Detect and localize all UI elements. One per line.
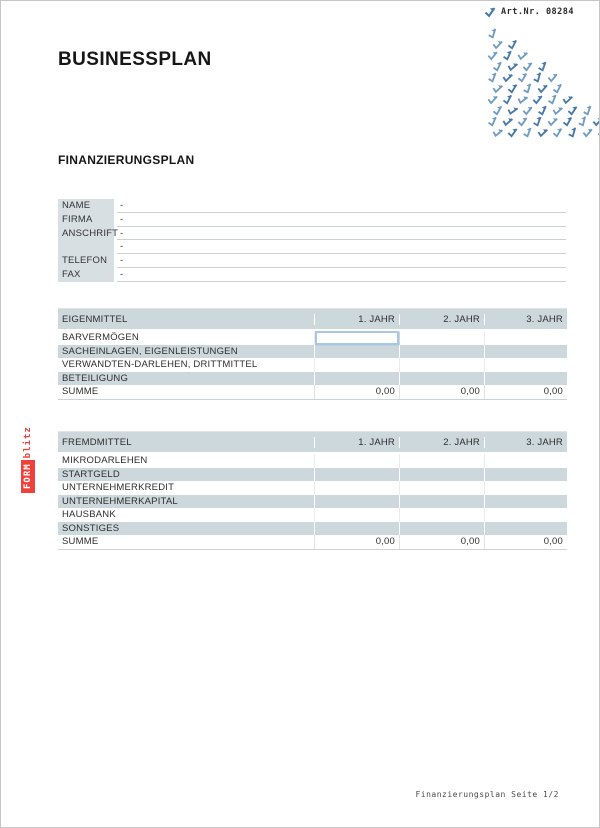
blitz-check-icon (581, 104, 595, 118)
fremdmittel-title: FREMDMITTEL (62, 436, 132, 448)
blitz-check-icon (491, 104, 503, 116)
blitz-check-icon (507, 83, 519, 95)
section-title: FINANZIERUNGSPLAN (58, 153, 195, 167)
blitz-check-icon (536, 60, 549, 73)
sonstiges-jahr2-cell[interactable] (399, 522, 484, 536)
verwandten-jahr2-cell[interactable] (399, 358, 484, 372)
eigenmittel-table (58, 308, 567, 400)
blitz-check-icon (501, 71, 514, 84)
row-label: BARVERMÖGEN (62, 332, 139, 344)
blitz-check-icon (516, 93, 530, 107)
row-label: MIKRODARLEHEN (62, 455, 148, 467)
blitz-check-icon (521, 82, 535, 96)
blitz-check-icon (561, 93, 574, 106)
unternehmerkapital-jahr2-cell[interactable] (399, 495, 484, 509)
field-label-telefon: TELEFON (58, 254, 114, 268)
page-title: BUSINESSPLAN (58, 49, 212, 70)
barvermoegen-jahr1-input[interactable] (315, 331, 399, 345)
table-row-verwandtendarlehen (58, 358, 567, 372)
field-label-empty (58, 240, 114, 254)
blitz-check-icon (536, 82, 548, 94)
row-label: SACHEINLAGEN, EIGENLEISTUNGEN (62, 345, 238, 357)
sacheinlagen-jahr2-cell[interactable] (399, 345, 484, 359)
unternehmerkapital-jahr1-cell[interactable] (314, 495, 399, 509)
table-row-startgeld (58, 468, 567, 482)
table-row-sonstiges (58, 522, 567, 536)
table-row-unternehmerkapital (58, 495, 567, 509)
blitz-check-icon (551, 82, 563, 94)
blitz-check-icon (517, 72, 529, 84)
blitz-check-icon (592, 116, 600, 128)
summe-label: SUMME (62, 536, 99, 548)
blitz-check-icon (507, 127, 518, 138)
blitz-check-icon (486, 115, 499, 128)
page-footer: Finanzierungsplan Seite 1/2 (415, 790, 559, 799)
beteiligung-jahr1-cell[interactable] (314, 372, 399, 386)
blitz-check-icon (566, 126, 580, 140)
blitz-check-icon (536, 126, 549, 139)
anschrift2-field[interactable]: - (117, 240, 566, 254)
row-label: UNTERNEHMERKAPITAL (62, 495, 178, 507)
verwandten-jahr1-cell[interactable] (314, 358, 399, 372)
blitz-check-icon (501, 115, 514, 128)
startgeld-jahr3-cell[interactable] (484, 468, 567, 482)
blitz-check-icon (486, 93, 498, 105)
eigenmittel-title: EIGENMITTEL (62, 313, 128, 325)
hausbank-jahr2-cell[interactable] (399, 508, 484, 522)
unternehmerkredit-jahr1-cell[interactable] (314, 481, 399, 495)
blitz-check-icon (531, 115, 544, 128)
col-header-jahr2: 2. JAHR (399, 437, 484, 448)
contact-form (58, 199, 566, 282)
formblitz-logo-blitz: blitz (23, 426, 33, 459)
blitz-check-icon (491, 60, 504, 73)
unternehmerkredit-jahr2-cell[interactable] (399, 481, 484, 495)
firma-field[interactable]: - (117, 213, 566, 227)
fremdmittel-header-row (58, 432, 567, 454)
blitz-check-icon (536, 104, 549, 117)
startgeld-jahr2-cell[interactable] (399, 468, 484, 482)
form-row-name (58, 199, 566, 213)
blitz-check-icon (517, 116, 528, 127)
article-number (484, 6, 574, 18)
mikrodarlehen-jahr3-cell[interactable] (484, 454, 567, 468)
blitz-check-icon (501, 93, 513, 105)
fremdmittel-summe-jahr1: 0,00 (314, 535, 399, 549)
blitz-check-icon (546, 93, 559, 106)
barvermoegen-jahr1-cell[interactable] (314, 331, 399, 345)
anschrift-field[interactable]: - (117, 227, 566, 241)
blitz-check-icon (487, 50, 499, 62)
blitz-check-icon (486, 71, 499, 84)
field-label-firma: FIRMA (58, 213, 114, 227)
barvermoegen-jahr3-cell[interactable] (484, 331, 567, 345)
blitz-check-icon (522, 61, 533, 72)
blitz-check-icon (491, 38, 503, 50)
blitz-check-icon (521, 126, 534, 139)
sonstiges-jahr3-cell[interactable] (484, 522, 567, 536)
sacheinlagen-jahr1-cell[interactable] (314, 345, 399, 359)
form-row-anschrift2 (58, 240, 566, 254)
telefon-field[interactable]: - (117, 254, 566, 268)
blitz-check-icon (581, 126, 593, 138)
fremdmittel-summe-jahr2: 0,00 (399, 535, 484, 549)
blitz-check-icon (516, 49, 529, 62)
formblitz-logo-form: FORM (21, 460, 35, 493)
blitz-check-icon (575, 114, 589, 128)
blitz-check-icon (567, 105, 578, 116)
eigenmittel-summe-row (58, 385, 567, 399)
form-row-telefon (58, 254, 566, 268)
blitz-check-icon (546, 71, 558, 83)
table-row-mikrodarlehen (58, 454, 567, 468)
blitz-check-icon (506, 104, 520, 118)
row-label: HAUSBANK (62, 509, 116, 521)
col-header-jahr1: 1. JAHR (314, 314, 399, 325)
blitz-check-icon (551, 104, 564, 117)
row-label: VERWANDTEN-DARLEHEN, DRITTMITTEL (62, 359, 258, 371)
table-row-sacheinlagen (58, 345, 567, 359)
row-label: SONSTIGES (62, 522, 120, 534)
eigenmittel-header-row (58, 309, 567, 331)
row-label: BETEILIGUNG (62, 372, 129, 384)
eigenmittel-summe-jahr3: 0,00 (484, 385, 567, 399)
unternehmerkapital-jahr3-cell[interactable] (484, 495, 567, 509)
corner-glyph-pattern (1, 1, 600, 151)
startgeld-jahr1-cell[interactable] (314, 468, 399, 482)
blitz-check-icon (506, 38, 518, 50)
eigenmittel-summe-jahr1: 0,00 (314, 385, 399, 399)
blitz-check-icon (491, 82, 504, 95)
formblitz-logo (21, 405, 35, 493)
row-label: UNTERNEHMERKREDIT (62, 482, 175, 494)
col-header-jahr1: 1. JAHR (314, 437, 399, 448)
fax-field[interactable]: - (117, 268, 566, 282)
fremdmittel-summe-row (58, 535, 567, 549)
summe-label: SUMME (62, 386, 99, 398)
col-header-jahr2: 2. JAHR (399, 314, 484, 325)
form-row-firma (58, 213, 566, 227)
blitz-check-icon (522, 105, 534, 117)
form-row-anschrift (58, 227, 566, 241)
col-header-jahr3: 3. JAHR (484, 314, 567, 325)
table-row-hausbank (58, 508, 567, 522)
blitz-check-icon (501, 49, 514, 62)
article-number-text: Art.Nr. 08284 (501, 7, 575, 17)
fremdmittel-summe-jahr3: 0,00 (484, 535, 567, 549)
mikrodarlehen-jahr2-cell[interactable] (399, 454, 484, 468)
table-row-beteiligung (58, 372, 567, 386)
fremdmittel-table (58, 431, 567, 550)
field-label-name: NAME (58, 199, 114, 213)
mikrodarlehen-jahr1-cell[interactable] (314, 454, 399, 468)
beteiligung-jahr3-cell[interactable] (484, 372, 567, 386)
table-row-unternehmerkredit (58, 481, 567, 495)
unternehmerkredit-jahr3-cell[interactable] (484, 481, 567, 495)
blitz-check-icon (484, 6, 496, 18)
hausbank-jahr3-cell[interactable] (484, 508, 567, 522)
blitz-check-icon (532, 94, 544, 106)
name-field[interactable]: - (117, 199, 566, 213)
col-header-jahr3: 3. JAHR (484, 437, 567, 448)
verwandten-jahr3-cell[interactable] (484, 358, 567, 372)
blitz-check-icon (546, 115, 559, 128)
blitz-check-icon (552, 127, 564, 139)
sonstiges-jahr1-cell[interactable] (314, 522, 399, 536)
field-label-fax: FAX (58, 268, 114, 282)
sacheinlagen-jahr3-cell[interactable] (484, 345, 567, 359)
blitz-check-icon (506, 60, 519, 73)
eigenmittel-summe-jahr2: 0,00 (399, 385, 484, 399)
row-label: STARTGELD (62, 468, 120, 480)
hausbank-jahr1-cell[interactable] (314, 508, 399, 522)
barvermoegen-jahr2-cell[interactable] (399, 331, 484, 345)
blitz-check-icon (596, 126, 600, 139)
blitz-check-icon (531, 71, 545, 85)
form-row-fax (58, 268, 566, 282)
beteiligung-jahr2-cell[interactable] (399, 372, 484, 386)
field-label-anschrift: ANSCHRIFT (58, 227, 114, 241)
table-row-barvermoegen (58, 331, 567, 345)
blitz-check-icon (486, 27, 500, 41)
blitz-check-icon (562, 116, 574, 128)
blitz-check-icon (491, 126, 505, 140)
